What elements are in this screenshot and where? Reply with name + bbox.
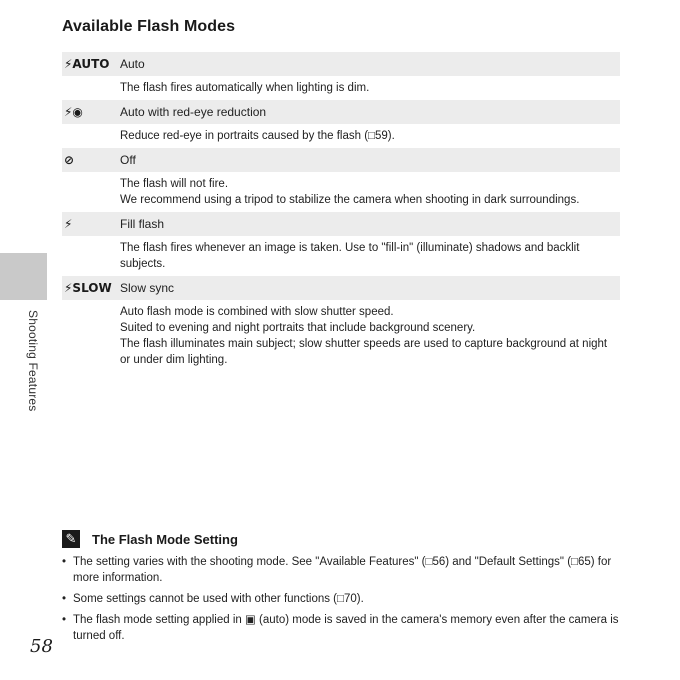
note-title: The Flash Mode Setting — [92, 531, 238, 547]
page-number: 58 — [30, 636, 53, 657]
mode-header — [62, 276, 620, 300]
mode-description — [62, 172, 620, 212]
description-line: The flash will not fire. — [120, 178, 229, 190]
flash-modes-table — [62, 52, 620, 372]
description-line: Suited to evening and night portraits that include background scenery. — [120, 322, 476, 334]
page-title: Available Flash Modes — [62, 18, 236, 35]
section-label: Shooting Features — [26, 310, 40, 412]
flash-auto-icon: ⚡AUTO — [64, 57, 110, 71]
mode-header — [62, 52, 620, 76]
mode-name: Auto — [120, 57, 145, 71]
flash-off-icon: ⊘ — [64, 153, 75, 167]
mode-name: Auto with red-eye reduction — [120, 105, 267, 119]
description-line: The flash fires whenever an image is taken. Use to "fill-in" (illuminate) shadows and backlit subjects. — [120, 242, 580, 270]
fill-flash-icon: ⚡ — [64, 217, 73, 231]
mode-name: Off — [120, 153, 136, 167]
mode-row — [62, 148, 620, 212]
mode-row — [62, 100, 620, 148]
pencil-icon: ✎ — [62, 530, 80, 548]
note-box — [62, 529, 622, 649]
section-tab — [0, 253, 47, 300]
mode-row — [62, 212, 620, 276]
mode-description — [62, 124, 620, 148]
mode-name: Slow sync — [120, 281, 175, 295]
red-eye-reduction-icon: ⚡◉ — [64, 105, 83, 119]
mode-description — [62, 76, 620, 100]
note-bullet: • Some settings cannot be used with other functions (□70). — [62, 591, 622, 607]
mode-header — [62, 212, 620, 236]
mode-row — [62, 52, 620, 100]
mode-header — [62, 148, 620, 172]
note-header — [62, 529, 622, 549]
mode-description — [62, 300, 620, 372]
mode-description — [62, 236, 620, 276]
note-bullet: • The setting varies with the shooting mode. See "Available Features" (□56) and "Default Settings" (□65) for more information. — [62, 554, 622, 586]
mode-header — [62, 100, 620, 124]
slow-sync-icon: ⚡SLOW — [64, 281, 112, 295]
description-line: The flash illuminates main subject; slow shutter speeds are used to capture background at night or under dim lighting. — [120, 338, 608, 366]
description-line: Auto flash mode is combined with slow shutter speed. — [120, 306, 394, 318]
note-bullets — [62, 554, 622, 644]
description-line: Reduce red-eye in portraits caused by the flash (□59). — [120, 130, 395, 142]
mode-name: Fill flash — [120, 217, 165, 231]
mode-row — [62, 276, 620, 372]
description-line: We recommend using a tripod to stabilize the camera when shooting in dark surroundings. — [120, 194, 580, 206]
description-line: The flash fires automatically when lighting is dim. — [120, 82, 370, 94]
note-bullet: • The flash mode setting applied in ▣ (auto) mode is saved in the camera's memory even after the camera is turned off. — [62, 612, 622, 644]
